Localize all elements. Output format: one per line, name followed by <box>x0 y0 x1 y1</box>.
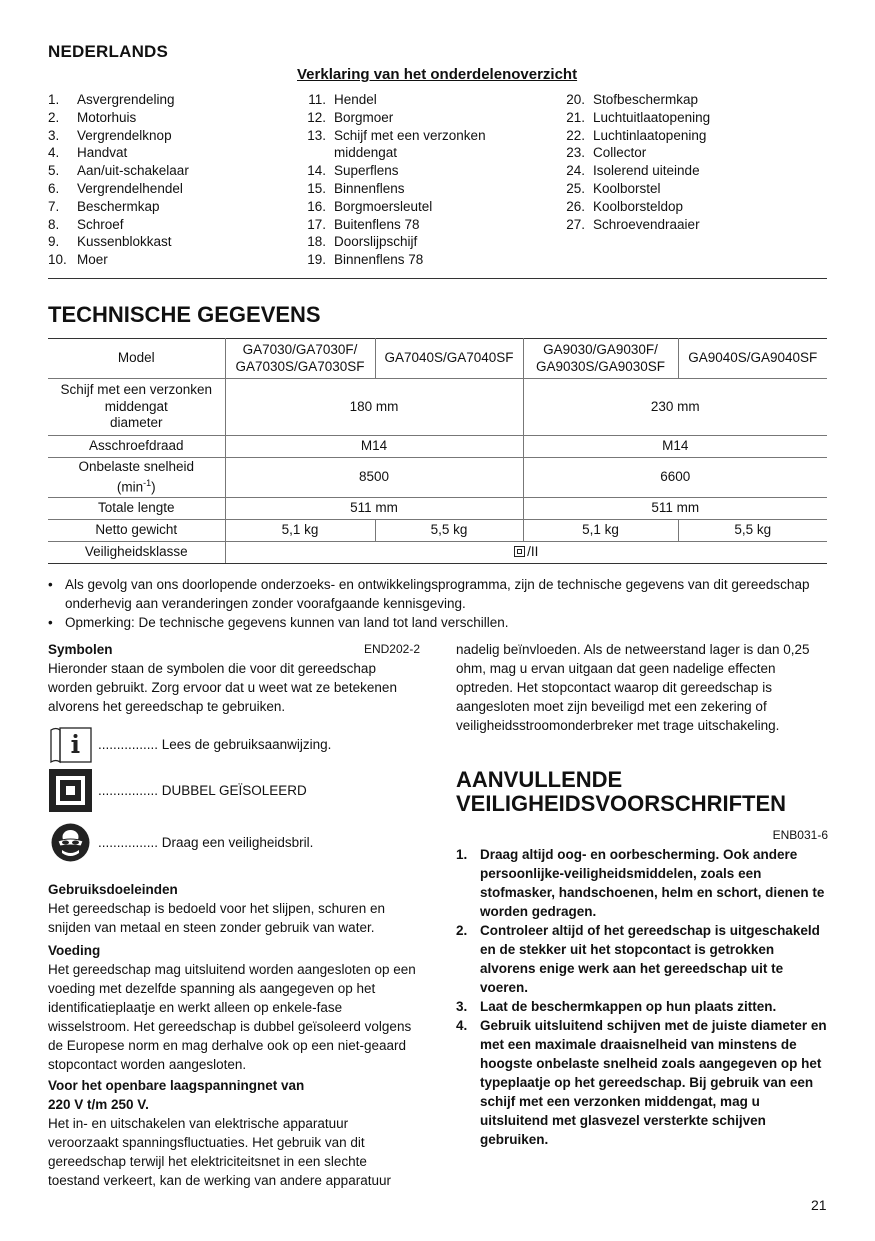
list-item: 11. Hendel <box>308 92 377 107</box>
public-net-title-2: 220 V t/m 250 V. <box>48 1097 149 1112</box>
list-item: 14. Superflens <box>307 163 399 179</box>
table-row <box>48 339 827 379</box>
table-cell: GA9040S/GA9040SF <box>678 339 827 379</box>
table-row <box>48 520 827 542</box>
table-cell: 6600 <box>523 458 827 498</box>
parts-overview-title: Verklaring van het onderdelenoverzicht <box>297 66 578 83</box>
list-item: 19. Binnenflens 78 <box>307 252 424 268</box>
table-cell: GA7040S/GA7040SF <box>375 339 523 379</box>
public-net-continued: nadelig beïnvloeden. Als de netweerstand lager is dan 0,25 ohm, mag u ervan uitgaan dat geen nadelige effecten optreden. Het stopcontact waarop dit gereedschap is aangesloten moet zijn beveiligd met een zekering of veiligheidsstroomonderbreker met trage uitschakeling. <box>456 642 810 733</box>
list-item: 13. Schijf met een verzonken <box>307 127 486 143</box>
table-cell: GA7030/GA7030F/ GA7030S/GA7030SF <box>225 339 375 379</box>
list-item: 20. Stofbeschermkap <box>566 92 699 107</box>
language-heading: NEDERLANDS <box>48 42 169 61</box>
spec-notes <box>48 575 828 632</box>
list-item: 17. Buitenflens 78 <box>307 216 420 232</box>
power-section <box>48 941 420 1074</box>
list-item: 21. Luchtuitlaatopening <box>566 109 711 125</box>
read-manual-icon <box>48 722 93 767</box>
table-cell: Netto gewicht <box>48 520 225 542</box>
table-cell: Veiligheidsklasse <box>48 542 225 564</box>
list-item: 25. Koolborstel <box>566 180 661 196</box>
public-net-section <box>48 1076 420 1190</box>
doc-code: END202-2 <box>363 642 420 656</box>
public-net-text: Het in- en uitschakelen van elektrische apparatuur veroorzaakt spanningsfluctuaties. Het gebruik van dit gereedschap terwijl het elektriciteitsnet in een slechte toestand verkeert, kan de werking van andere apparatuur <box>48 1116 391 1188</box>
parts-list-col2 <box>304 91 564 269</box>
list-item: 16. Borgmoersleutel <box>307 198 433 214</box>
spec-table <box>48 338 827 564</box>
table-cell: GA9030/GA9030F/ GA9030S/GA9030SF <box>523 339 678 379</box>
symbols-title: Symbolen <box>48 642 113 657</box>
table-cell: Schijf met een verzonken middengat diameter <box>48 379 225 436</box>
list-item: 12. Borgmoer <box>307 109 394 125</box>
table-cell: 511 mm <box>523 498 827 520</box>
list-item: 4. Handvat <box>48 145 128 161</box>
public-net-title: Voor het openbare laagspanningnet van <box>48 1078 305 1093</box>
parts-list-col1 <box>48 91 308 269</box>
list-item: middengat <box>334 145 398 161</box>
divider <box>48 278 827 279</box>
power-text: Het gereedschap mag uitsluitend worden aangesloten op een voeding met dezelfde spanning als aangegeven op het identificatieplaatje en werkt alleen op enkele-fase wisselstroom. Het gereedschap is dubbel geïsoleerd volgens de Europese norm en mag derhalve ook op een niet-geaard stopcontact worden aangesloten. <box>48 962 416 1072</box>
symbol-label: ................ Lees de gebruiksaanwijzing. <box>98 737 332 752</box>
list-item: 5. Aan/uit-schakelaar <box>48 163 189 179</box>
table-row <box>48 458 827 498</box>
table-cell: /II <box>225 542 827 564</box>
list-item: 7. Beschermkap <box>48 198 160 214</box>
table-cell: M14 <box>225 436 523 458</box>
table-cell: Totale lengte <box>48 498 225 520</box>
table-row <box>48 379 827 436</box>
table-cell: Asschroefdraad <box>48 436 225 458</box>
power-title: Voeding <box>48 943 101 958</box>
parts-list-col3 <box>563 91 823 233</box>
symbols-intro: Hieronder staan de symbolen die voor dit gereedschap worden gebruikt. Zorg ervoor dat u weet wat ze betekenen alvorens het gereedschap te gebruiken. <box>48 661 397 714</box>
table-cell: 511 mm <box>225 498 523 520</box>
list-item: 18. Doorslijpschijf <box>307 234 418 250</box>
list-item: 4. Gebruik uitsluitend schijven met de juiste diameter en met een maximale draaisnelheid van minstens de hoogste onbelaste snelheid zoals aangegeven op het typeplaatje op het gereedschap. Bij gebruik van een schijf met een verzonken middengat, mag u uitsluitend met glasvezel versterkte schijven gebruiken. <box>456 1018 827 1147</box>
table-cell: 230 mm <box>523 379 827 436</box>
usage-title: Gebruiksdoeleinden <box>48 882 178 897</box>
table-cell: M14 <box>523 436 827 458</box>
symbol-row <box>48 768 307 813</box>
usage-section <box>48 880 420 937</box>
list-item: 27. Schroevendraaier <box>566 216 700 232</box>
list-item: 24. Isolerend uiteinde <box>566 163 700 179</box>
safety-rules <box>456 845 828 1149</box>
table-cell: 5,5 kg <box>375 520 523 542</box>
list-item: 9. Kussenblokkast <box>48 234 172 250</box>
list-item: 3. Laat de beschermkappen op hun plaats zitten. <box>456 999 777 1014</box>
usage-text: Het gereedschap is bedoeld voor het slijpen, schuren en snijden van metaal en steen zonder gebruik van water. <box>48 901 385 935</box>
table-cell: 5,1 kg <box>225 520 375 542</box>
list-item: 15. Binnenflens <box>307 180 405 196</box>
table-cell: 180 mm <box>225 379 523 436</box>
list-item: 1. Draag altijd oog- en oorbescherming. Ook andere persoonlijke-veiligheidsmiddelen, zoals een stofmasker, handschoenen, helm en schort, dienen te worden gedragen. <box>456 847 825 919</box>
table-cell: Onbelaste snelheid $(\min^{-1})$ <box>48 458 225 498</box>
table-cell: 5,1 kg <box>523 520 678 542</box>
list-item: 8. Schroef <box>48 216 124 232</box>
double-insulated-icon <box>514 546 525 557</box>
table-row <box>48 436 827 458</box>
list-item: 1. Asvergrendeling <box>48 92 175 107</box>
list-item: 23. Collector <box>566 145 647 161</box>
list-item: 10. Moer <box>48 252 108 268</box>
list-item: • Als gevolg van ons doorlopende onderzoeks- en ontwikkelingsprogramma, zijn de technische gegevens van dit gereedschap onderhevig aan veranderingen zonder voorafgaande kennisgeving. <box>48 577 810 611</box>
symbols-section <box>48 640 420 716</box>
tech-specs-heading: TECHNISCHE GEGEVENS <box>48 302 321 327</box>
safety-glasses-icon <box>48 820 93 865</box>
safety-heading: AANVULLENDE VEILIGHEIDSVOORSCHRIFTEN <box>456 767 787 816</box>
doc-code: ENB031-6 <box>772 828 828 842</box>
list-item: 2. Motorhuis <box>48 109 137 125</box>
table-cell: Model <box>48 339 225 379</box>
symbol-row <box>48 722 331 767</box>
page-number: 21 <box>811 1197 827 1213</box>
symbol-label: ................ Draag een veiligheidsbril. <box>98 835 314 850</box>
list-item: • Opmerking: De technische gegevens kunnen van land tot land verschillen. <box>48 615 509 630</box>
table-row <box>48 542 827 564</box>
symbol-row <box>48 820 313 865</box>
double-insulated-icon <box>48 768 93 813</box>
list-item: 2. Controleer altijd of het gereedschap is uitgeschakeld en de stekker uit het stopcontact is getrokken alvorens enige werk aan het gereedschap uit te voeren. <box>456 923 820 995</box>
list-item: 22. Luchtinlaatopening <box>566 127 707 143</box>
list-item: 26. Koolborsteldop <box>566 198 684 214</box>
table-cell: 8500 <box>225 458 523 498</box>
table-cell: 5,5 kg <box>678 520 827 542</box>
list-item: 6. Vergrendelhendel <box>48 180 183 196</box>
table-row <box>48 498 827 520</box>
symbol-label: ................ DUBBEL GEÏSOLEERD <box>98 783 307 798</box>
list-item: 3. Vergrendelknop <box>48 127 172 143</box>
